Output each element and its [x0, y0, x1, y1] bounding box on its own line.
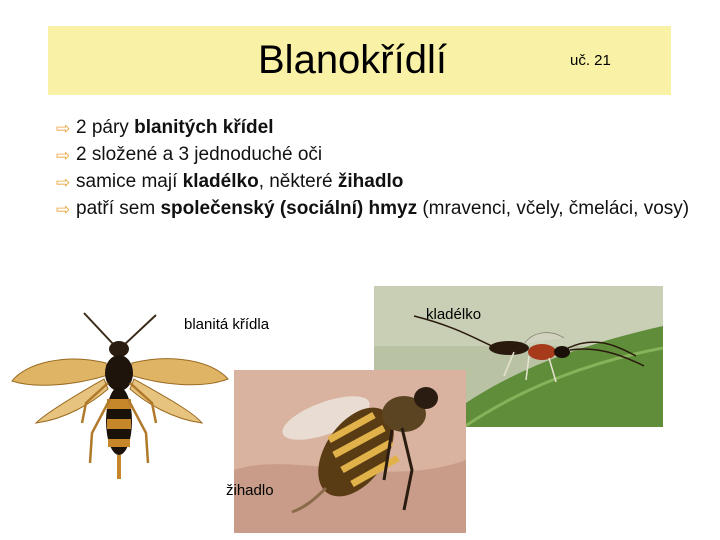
ovipositor-label: kladélko [426, 306, 482, 323]
bullet-item [56, 114, 706, 141]
arrow-bullet-icon: ⇨ [56, 146, 71, 165]
bullet-item [56, 168, 706, 195]
bullet-list [56, 114, 706, 222]
lesson-reference: uč. 21 [570, 52, 611, 69]
bullet-item [56, 195, 706, 222]
wing-label: blanitá křídla [184, 316, 270, 333]
bullet-text: patří sem [76, 198, 161, 219]
arrow-bullet-icon: ⇨ [56, 200, 71, 219]
bullet-text: samice mají [76, 171, 183, 192]
bullet-item [56, 141, 706, 168]
bullet-emphasis: žihadlo [337, 171, 404, 192]
page-title: Blanokřídlí [258, 38, 447, 82]
arrow-bullet-icon: ⇨ [56, 173, 71, 192]
arrow-bullet-icon: ⇨ [56, 119, 71, 138]
bullet-text: 2 páry [76, 117, 135, 138]
title-banner [48, 26, 671, 95]
bullet-emphasis: kladélko [182, 171, 259, 192]
bullet-emphasis: společenský (sociální) hmyz [160, 198, 418, 219]
bullet-emphasis: blanitých křídel [134, 117, 274, 138]
bullet-text: , některé [258, 171, 338, 192]
bee-photo [234, 370, 466, 533]
bullet-text: 2 složené a 3 jednoduché oči [76, 144, 323, 165]
bullet-text: (mravenci, včely, čmeláci, vosy) [417, 198, 690, 219]
stinger-label: žihadlo [226, 482, 274, 499]
